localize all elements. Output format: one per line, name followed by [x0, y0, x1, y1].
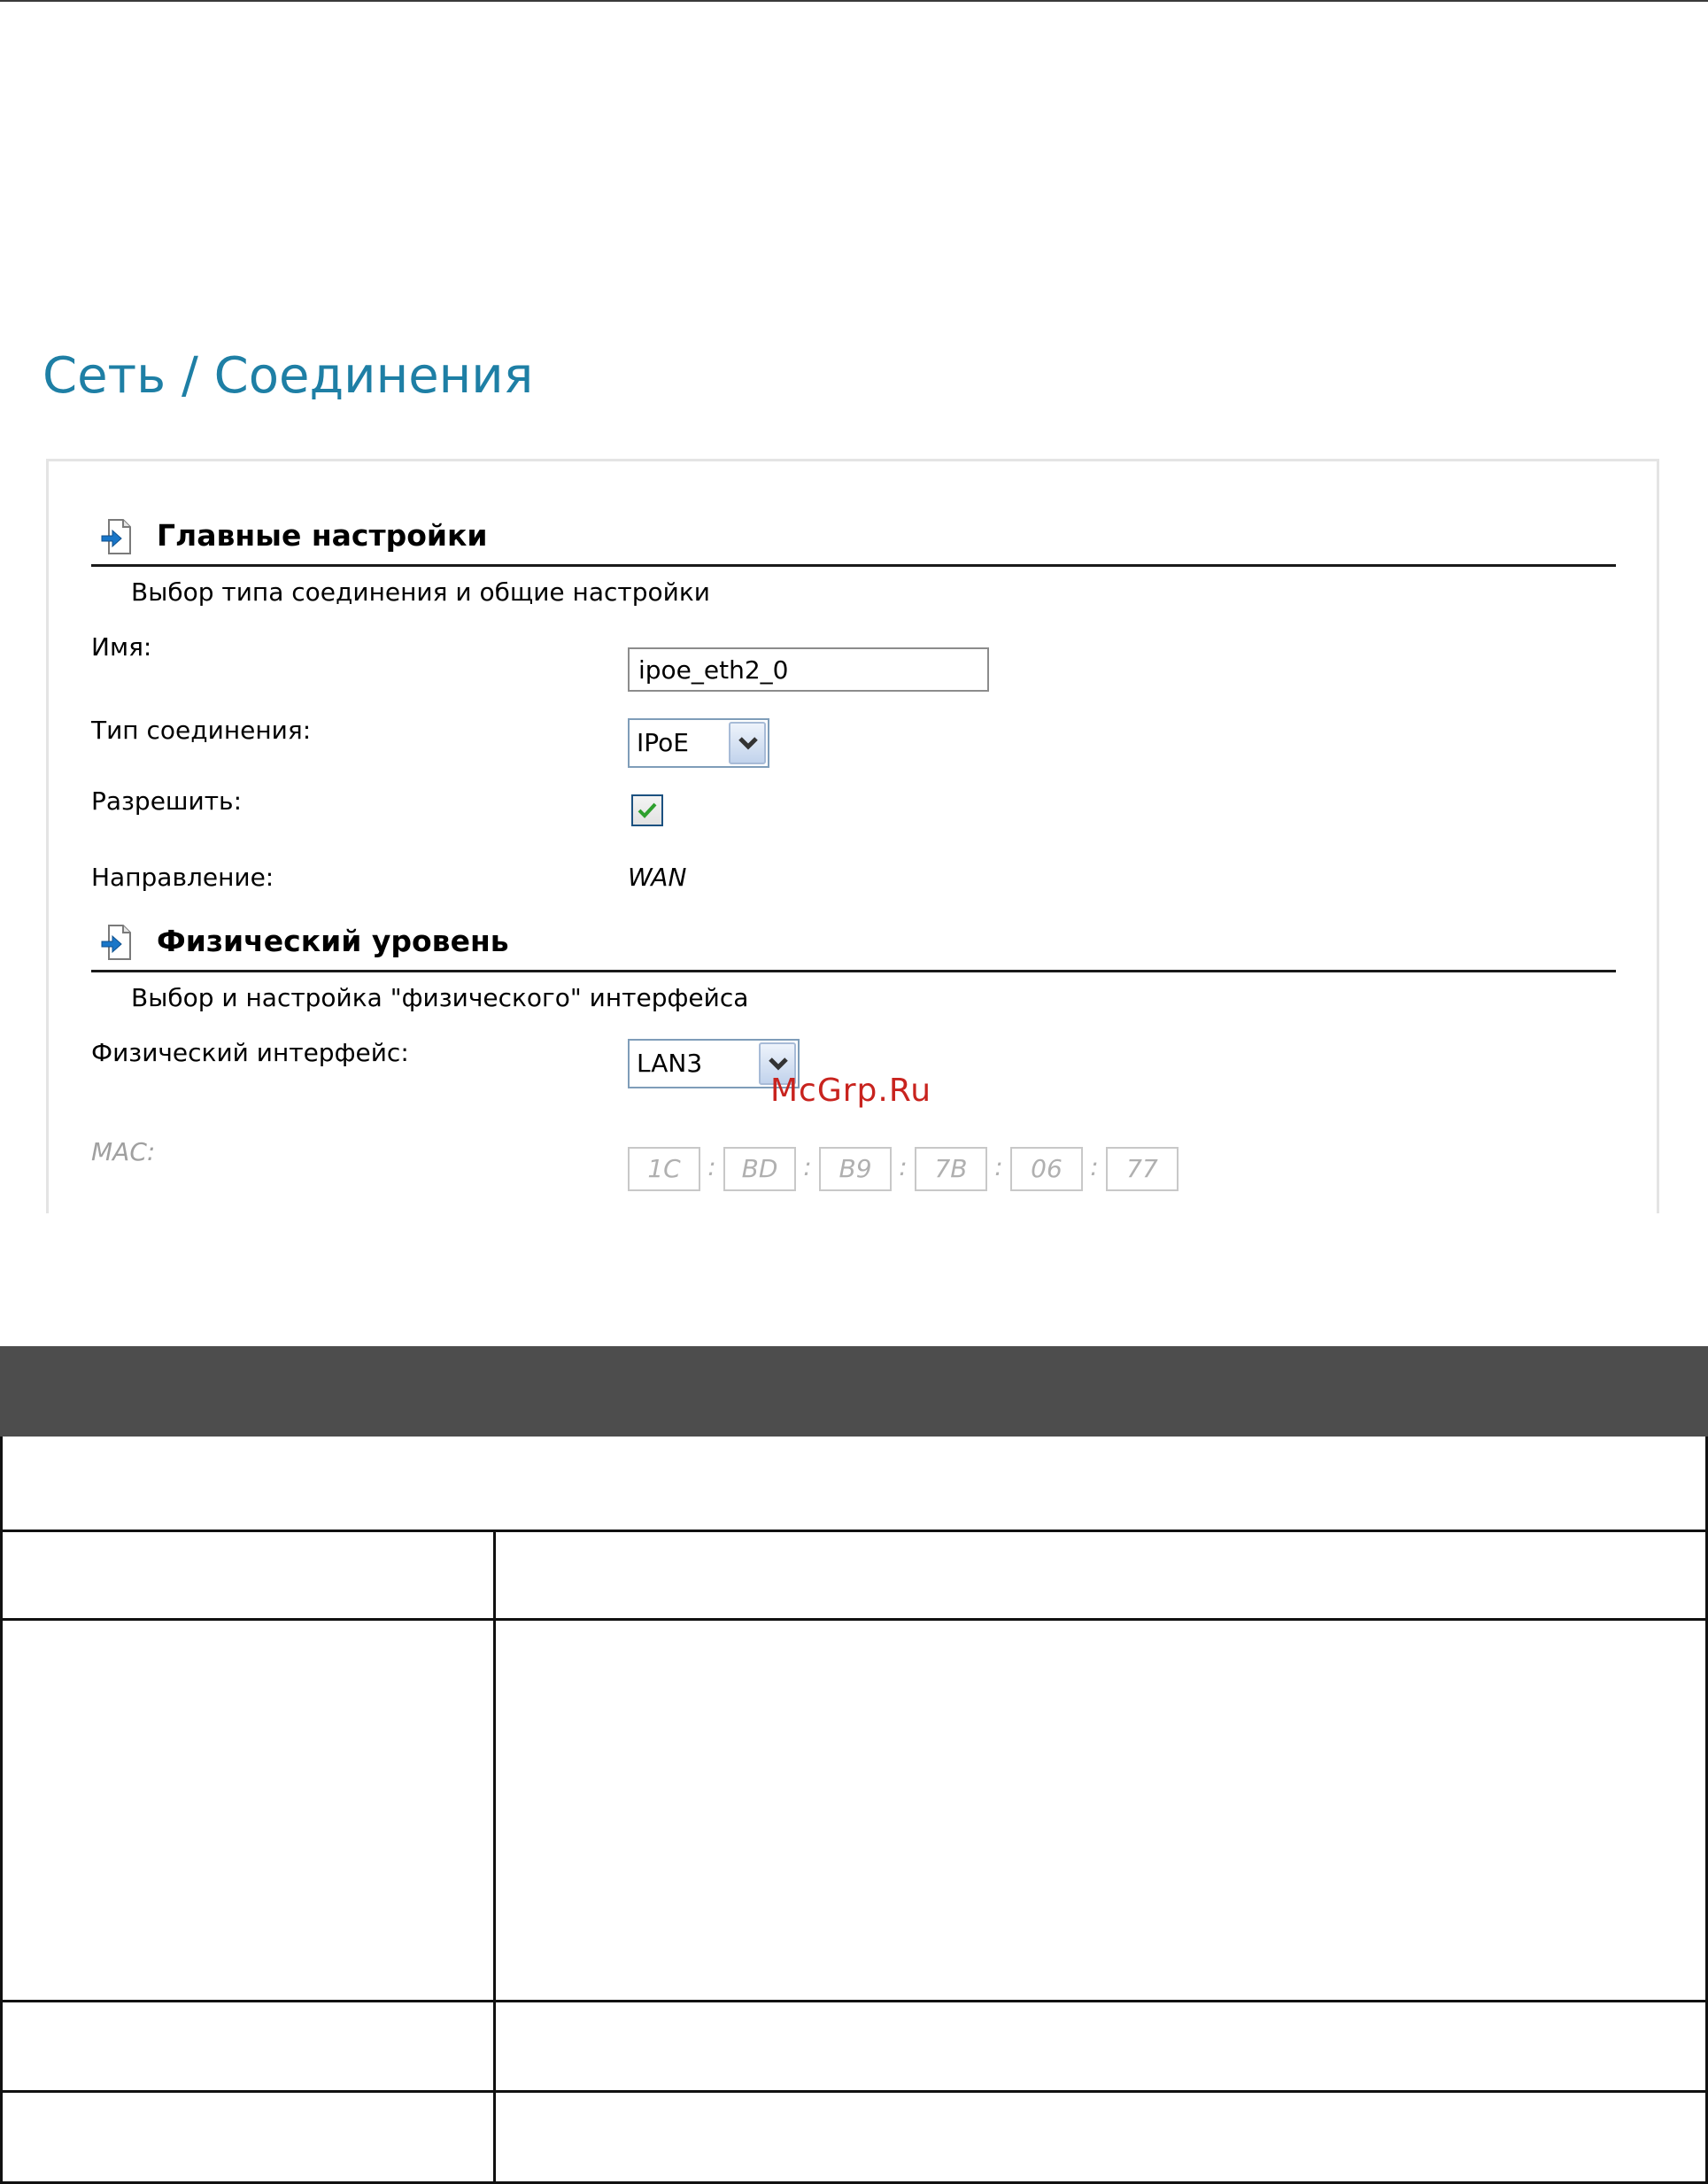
- mac-octet-6[interactable]: 77: [1106, 1147, 1179, 1191]
- mac-label: MAC:: [91, 1137, 156, 1166]
- mac-separator: :: [707, 1152, 716, 1181]
- mac-separator: :: [1090, 1152, 1099, 1181]
- enable-label: Разрешить:: [91, 786, 242, 816]
- connection-type-value: IPoE: [637, 728, 689, 757]
- chevron-down-icon: [738, 735, 759, 751]
- document-arrow-icon: [100, 518, 134, 555]
- page-title: Сеть / Соединения: [43, 347, 534, 405]
- table-column-divider: [493, 1530, 496, 2181]
- mac-octet-2[interactable]: BD: [723, 1147, 796, 1191]
- physical-interface-label: Физический интерфейс:: [91, 1038, 409, 1067]
- table-header: [0, 1346, 1708, 1437]
- section-header-physical: [49, 918, 1573, 968]
- mac-octet-5[interactable]: 06: [1010, 1147, 1083, 1191]
- connection-type-select[interactable]: [628, 718, 769, 768]
- watermark: McGrp.Ru: [770, 1073, 932, 1109]
- name-input[interactable]: [628, 647, 989, 692]
- checkmark-icon: [637, 800, 658, 821]
- direction-value: WAN: [628, 863, 687, 892]
- name-label: Имя:: [91, 632, 152, 662]
- mac-octet-1[interactable]: 1C: [628, 1147, 700, 1191]
- table-row-divider: [0, 2000, 1708, 2002]
- physical-interface-value: LAN3: [637, 1049, 703, 1078]
- document-arrow-icon: [100, 924, 134, 961]
- enable-checkbox[interactable]: [631, 794, 663, 826]
- table-row-divider: [0, 2090, 1708, 2093]
- section-divider: [91, 564, 1616, 567]
- table-body: [0, 1437, 1708, 2183]
- table-row-divider: [0, 1530, 1708, 1532]
- top-rule: [0, 0, 1708, 2]
- mac-separator: :: [803, 1152, 812, 1181]
- section-title-main: Главные настройки: [157, 518, 488, 553]
- section-divider: [91, 970, 1616, 972]
- section-description-physical: Выбор и настройка "физического" интерфейса: [131, 983, 749, 1012]
- section-header-main: [49, 513, 1573, 562]
- mac-separator: :: [899, 1152, 908, 1181]
- mac-separator: :: [994, 1152, 1003, 1181]
- mac-octet-3[interactable]: B9: [819, 1147, 892, 1191]
- section-title-physical: Физический уровень: [157, 924, 509, 958]
- direction-label: Направление:: [91, 863, 274, 892]
- table-row-divider: [0, 1618, 1708, 1621]
- connection-type-dropdown-button[interactable]: [729, 722, 766, 764]
- parameters-table: [0, 1346, 1708, 2184]
- connection-type-label: Тип соединения:: [91, 716, 312, 745]
- mac-octet-4[interactable]: 7B: [915, 1147, 987, 1191]
- section-description-main: Выбор типа соединения и общие настройки: [131, 577, 710, 607]
